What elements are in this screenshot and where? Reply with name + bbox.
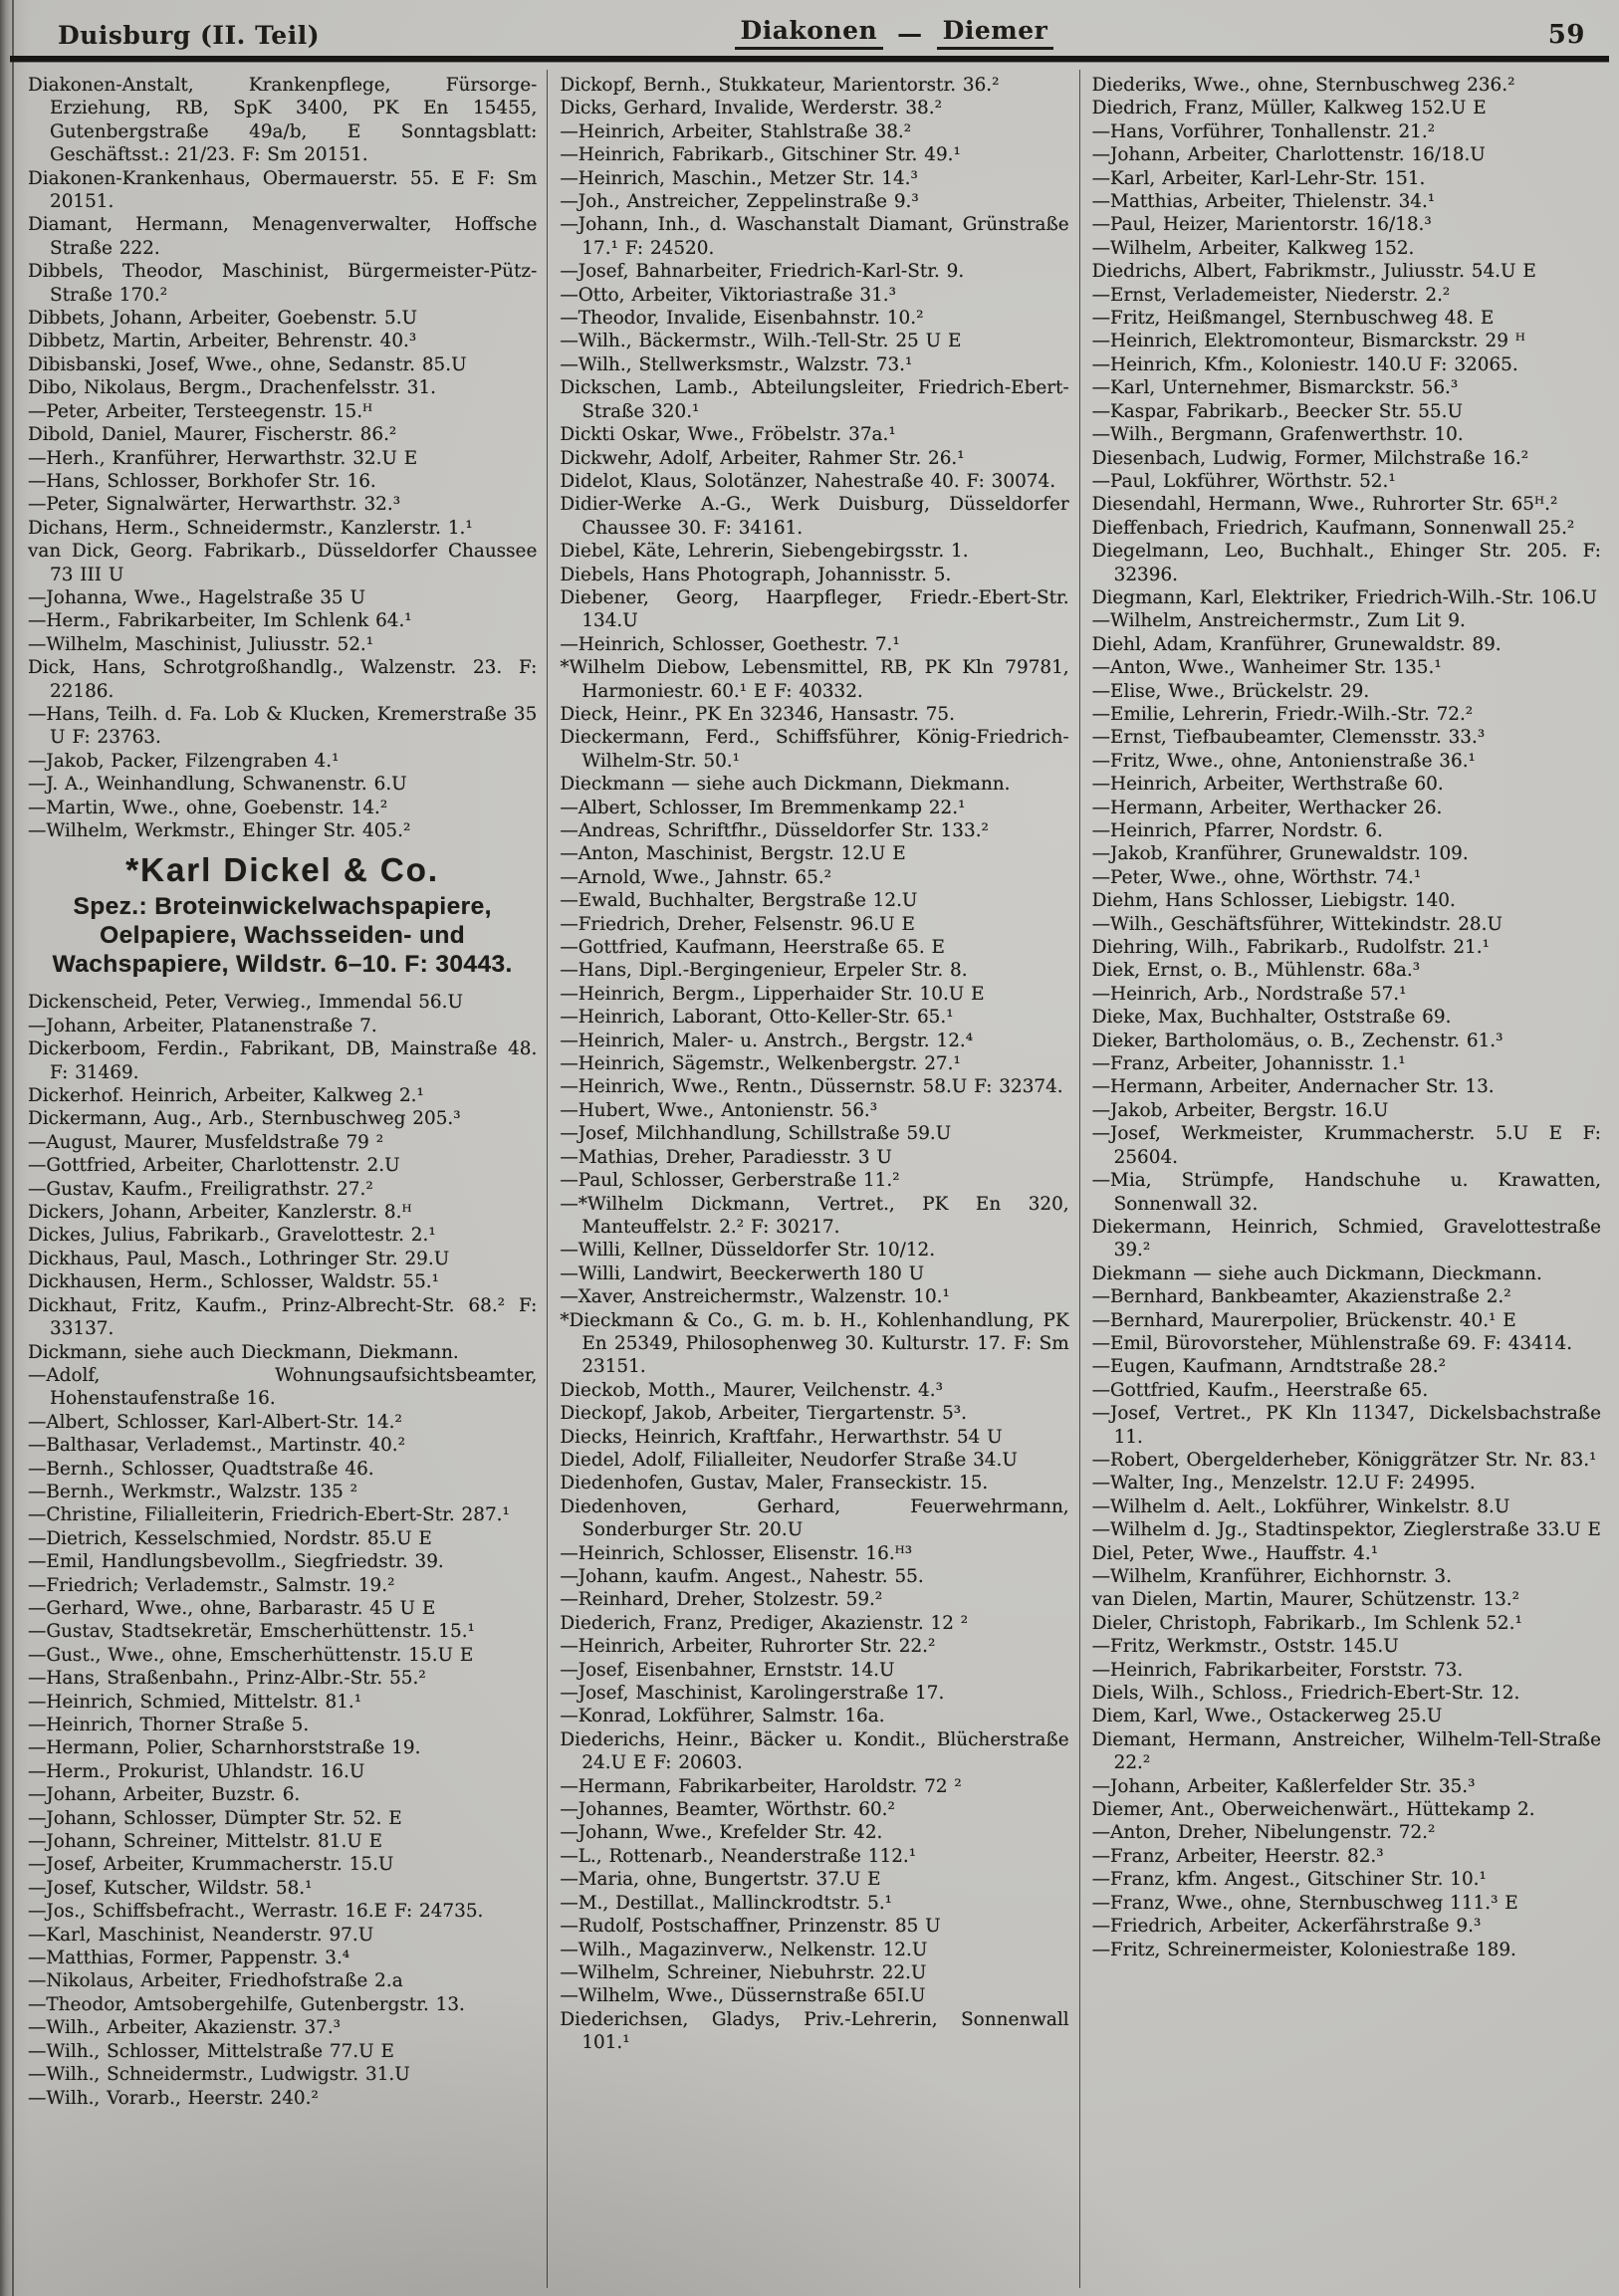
ad-title: *Karl Dickel & Co. xyxy=(125,851,440,889)
directory-entry: Dickes, Julius, Fabrikarb., Gravelottestr. 2.¹ xyxy=(28,1225,436,1247)
guide-word-last: Diemer xyxy=(937,16,1054,50)
directory-entry: Diederich, Franz, Prediger, Akazienstr. 12 ² xyxy=(560,1612,969,1634)
directory-entry: —Wilh., Vorarb., Heerstr. 240.² xyxy=(28,2087,319,2109)
directory-entry: Dickhaus, Paul, Masch., Lothringer Str. 29.U xyxy=(28,1248,450,1269)
directory-entry: —Johann, Arbeiter, Buzstr. 6. xyxy=(28,1784,301,1806)
directory-entry: Diedenhoven, Gerhard, Feuerwehrmann, Sonderburger Str. 20.U xyxy=(560,1495,1069,1541)
directory-entry: —Peter, Wwe., ohne, Wörthstr. 74.¹ xyxy=(1091,866,1422,888)
directory-entry: —Josef, Maschinist, Karolingerstraße 17. xyxy=(560,1683,945,1705)
directory-entry: —Mia, Strümpfe, Handschuhe u. Krawatten, Sonnenwall 32. xyxy=(1091,1170,1601,1215)
directory-entry: —Gustav, Kaufm., Freiligrathstr. 27.² xyxy=(28,1178,373,1200)
directory-entry: Dickhausen, Herm., Schlosser, Waldstr. 55.¹ xyxy=(28,1271,440,1293)
directory-entry: Dieler, Christoph, Fabrikarb., Im Schlenk 52.¹ xyxy=(1091,1612,1522,1634)
directory-entry: Diem, Karl, Wwe., Ostackerweg 25.U xyxy=(1091,1706,1443,1727)
directory-entry: —Matthias, Former, Pappenstr. 3.⁴ xyxy=(28,1948,350,1969)
directory-entry: —Josef, Milchhandlung, Schillstraße 59.U xyxy=(560,1123,952,1145)
directory-entry: —Balthasar, Verlademst., Martinstr. 40.² xyxy=(28,1435,405,1457)
directory-entry: —Paul, Schlosser, Gerberstraße 11.² xyxy=(560,1170,900,1192)
directory-entry: —Christine, Filialleiterin, Friedrich-Ebert-Str. 287.¹ xyxy=(28,1504,510,1526)
directory-entry: Diedel, Adolf, Filialleiter, Neudorfer Straße 34.U xyxy=(560,1449,1018,1471)
directory-entry: Dibisbanski, Josef, Wwe., ohne, Sedanstr. 85.U xyxy=(28,353,467,375)
directory-entry: —Anton, Dreher, Nibelungenstr. 72.² xyxy=(1091,1822,1436,1844)
directory-entry: —Albert, Schlosser, Im Bremmenkamp 22.¹ xyxy=(560,797,966,818)
directory-entry: —Wilhelm, Kranführer, Eichhornstr. 3. xyxy=(1091,1566,1452,1587)
directory-entry: —Gottfried, Arbeiter, Charlottenstr. 2.U xyxy=(28,1155,400,1177)
directory-entry: —Willi, Landwirt, Beeckerwerth 180 U xyxy=(560,1263,925,1284)
directory-entry: —Heinrich, Kfm., Koloniestr. 140.U F: 32065. xyxy=(1091,353,1518,375)
directory-entry: —Wilh., Schneidermstr., Ludwigstr. 31.U xyxy=(28,2064,410,2086)
directory-entry: —Bernhard, Bankbeamter, Akazienstraße 2.² xyxy=(1091,1286,1511,1308)
directory-entry: Dicks, Gerhard, Invalide, Werderstr. 38.² xyxy=(560,98,942,119)
directory-entry: —Josef, Kutscher, Wildstr. 58.¹ xyxy=(28,1877,313,1899)
directory-entry: —Heinrich, Pfarrer, Nordstr. 6. xyxy=(1091,820,1383,841)
directory-entry: Didelot, Klaus, Solotänzer, Nahestraße 40. F: 30074. xyxy=(560,470,1056,492)
directory-entry: —Maria, ohne, Bungertstr. 37.U E xyxy=(560,1869,881,1891)
directory-entry: —Ewald, Buchhalter, Bergstraße 12.U xyxy=(560,890,918,912)
directory-entry: —Jakob, Packer, Filzengraben 4.¹ xyxy=(28,750,340,772)
directory-entry: Dieck, Heinr., PK En 32346, Hansastr. 75. xyxy=(560,703,955,725)
ad-line: Spez.: Broteinwickelwachspapiere, xyxy=(73,893,492,921)
directory-entry: —Heinrich, Fabrikarbeiter, Forststr. 73. xyxy=(1091,1659,1464,1681)
directory-entry: Dibbels, Theodor, Maschinist, Bürgermeister-Pütz-Straße 170.² xyxy=(28,261,538,306)
directory-entry: —Robert, Obergelderheber, Königgrätzer Str. Nr. 83.¹ xyxy=(1091,1449,1597,1471)
directory-entry: —Wilhelm, Maschinist, Juliusstr. 52.¹ xyxy=(28,633,374,655)
directory-entry: —Herm., Fabrikarbeiter, Im Schlenk 64.¹ xyxy=(28,610,412,632)
directory-entry: —Fritz, Werkmstr., Oststr. 145.U xyxy=(1091,1636,1399,1658)
directory-entry: —Peter, Signalwärter, Herwarthstr. 32.³ xyxy=(28,494,401,516)
directory-entry: Diedrichs, Albert, Fabrikmstr., Juliusstr. 54.U E xyxy=(1091,261,1536,283)
directory-entry: Diedenhofen, Gustav, Maler, Franseckistr. 15. xyxy=(560,1473,989,1494)
directory-entry: —L., Rottenarb., Neanderstraße 112.¹ xyxy=(560,1845,917,1867)
directory-entry: —Wilhelm d. Jg., Stadtinspektor, Zieglerstraße 33.U E xyxy=(1091,1519,1601,1541)
directory-entry: Diebels, Hans Photograph, Johannisstr. 5. xyxy=(560,564,952,585)
directory-entry: —Eugen, Kaufmann, Arndtstraße 28.² xyxy=(1091,1356,1446,1378)
directory-entry: Diekermann, Heinrich, Schmied, Gravelottestraße 39.² xyxy=(1091,1216,1601,1262)
directory-entry: —Josef, Werkmeister, Krummacherstr. 5.U E F: 25604. xyxy=(1091,1123,1601,1168)
directory-entry: Dibo, Nikolaus, Bergm., Drachenfelsstr. 31. xyxy=(28,377,437,399)
ad-line: Wachspapiere, Wildstr. 6–10. F: 30443. xyxy=(52,951,513,979)
directory-entry: —Fritz, Schreinermeister, Koloniestraße 189. xyxy=(1091,1939,1516,1960)
directory-entry: *Dieckmann & Co., G. m. b. H., Kohlenhandlung, PK En 25349, Philosophenweg 30. Kulturstr. 17. F: Sm 23151. xyxy=(560,1309,1069,1378)
directory-entry: —Rudolf, Postschaffner, Prinzenstr. 85 U xyxy=(560,1916,941,1938)
directory-entry: —Heinrich, Bergm., Lipperhaider Str. 10.U E xyxy=(560,983,985,1005)
directory-entry: —Wilh., Schlosser, Mittelstraße 77.U E xyxy=(28,2040,394,2062)
directory-entry: —Herm., Prokurist, Uhlandstr. 16.U xyxy=(28,1760,365,1782)
ad-line: Oelpapiere, Wachsseiden- und xyxy=(100,922,466,950)
directory-entry: —Hermann, Arbeiter, Andernacher Str. 13. xyxy=(1091,1076,1495,1098)
directory-entry: —Paul, Heizer, Marientorstr. 16/18.³ xyxy=(1091,214,1432,236)
directory-entry: —Johann, Inh., d. Waschanstalt Diamant, Grünstraße 17.¹ F: 24520. xyxy=(560,214,1069,259)
directory-entry: —Emil, Handlungsbevollm., Siegfriedstr. 39. xyxy=(28,1551,444,1573)
directory-entry: —Hubert, Wwe., Antonienstr. 56.³ xyxy=(560,1099,878,1121)
directory-entry: Didier-Werke A.-G., Werk Duisburg, Düsseldorfer Chaussee 30. F: 34161. xyxy=(560,494,1069,539)
directory-entry: —Ernst, Tiefbaubeamter, Clemensstr. 33.³ xyxy=(1091,727,1486,749)
directory-entry: Dickers, Johann, Arbeiter, Kanzlerstr. 8.ᴴ xyxy=(28,1202,412,1224)
directory-entry: Dibold, Daniel, Maurer, Fischerstr. 86.² xyxy=(28,424,397,446)
guide-word-dash: — xyxy=(897,19,923,48)
directory-entry: —Hans, Vorführer, Tonhallenstr. 21.² xyxy=(1091,120,1436,142)
directory-entry: —Johann, Schreiner, Mittelstr. 81.U E xyxy=(28,1831,383,1853)
directory-column-2 xyxy=(547,70,1078,2288)
directory-entry: Diels, Wilh., Schloss., Friedrich-Ebert-Str. 12. xyxy=(1091,1683,1520,1705)
directory-entry: —Heinrich, Sägemstr., Welkenbergstr. 27.¹ xyxy=(560,1053,961,1075)
directory-entry: Diederichs, Heinr., Bäcker u. Kondit., Blücherstraße 24.U E F: 20603. xyxy=(560,1728,1069,1774)
directory-entry: Dick, Hans, Schrotgroßhandlg., Walzenstr. 23. F: 22186. xyxy=(28,657,538,702)
directory-entry: —Josef, Eisenbahner, Ernststr. 14.U xyxy=(560,1659,895,1681)
directory-entry: Dieckob, Motth., Maurer, Veilchenstr. 4.³ xyxy=(560,1379,943,1401)
directory-entry: Diederiks, Wwe., ohne, Sternbuschweg 236.² xyxy=(1091,75,1515,96)
directory-entry: —August, Maurer, Musfeldstraße 79 ² xyxy=(28,1131,384,1153)
directory-entry: —Herh., Kranführer, Herwarthstr. 32.U E xyxy=(28,447,418,469)
directory-entry: —Wilhelm d. Aelt., Lokführer, Winkelstr. 8.U xyxy=(1091,1495,1510,1517)
directory-entry: —Friedrich, Dreher, Felsenstr. 96.U E xyxy=(560,913,915,935)
directory-entry: —Gerhard, Wwe., ohne, Barbarastr. 45 U E xyxy=(28,1597,436,1619)
directory-entry: —Anton, Maschinist, Bergstr. 12.U E xyxy=(560,843,906,865)
directory-entry: Dieker, Bartholomäus, o. B., Zechenstr. 61.³ xyxy=(1091,1030,1503,1051)
directory-entry: —Wilh., Bergmann, Grafenwerthstr. 10. xyxy=(1091,424,1464,446)
directory-entry: —Peter, Arbeiter, Tersteegenstr. 15.ᴴ xyxy=(28,400,373,422)
directory-entry: Dickermann, Aug., Arb., Sternbuschweg 205.³ xyxy=(28,1108,461,1130)
directory-entry: —Karl, Arbeiter, Karl-Lehr-Str. 151. xyxy=(1091,167,1426,189)
directory-entry: —Anton, Wwe., Wanheimer Str. 135.¹ xyxy=(1091,657,1442,679)
directory-entry: *Wilhelm Diebow, Lebensmittel, RB, PK Kln 79781, Harmoniestr. 60.¹ E F: 40332. xyxy=(560,657,1069,702)
directory-column-1 xyxy=(16,70,547,2288)
directory-entry: —Heinrich, Schmied, Mittelstr. 81.¹ xyxy=(28,1691,362,1713)
directory-entry: —Gust., Wwe., ohne, Emscherhüttenstr. 15.U E xyxy=(28,1644,474,1666)
directory-entry: Diamant, Hermann, Menagenverwalter, Hoffsche Straße 222. xyxy=(28,214,538,259)
directory-entry: —Hans, Straßenbahn., Prinz-Albr.-Str. 55.² xyxy=(28,1668,426,1690)
directory-entry: Diemer, Ant., Oberweichenwärt., Hüttekamp 2. xyxy=(1091,1799,1535,1821)
directory-entry: —Konrad, Lokführer, Salmstr. 16a. xyxy=(560,1706,885,1727)
directory-entry: —Mathias, Dreher, Paradiesstr. 3 U xyxy=(560,1146,892,1168)
directory-entry: —Theodor, Invalide, Eisenbahnstr. 10.² xyxy=(560,308,924,330)
page-header xyxy=(30,16,1595,50)
directory-entry: —Jakob, Kranführer, Grunewaldstr. 109. xyxy=(1091,843,1469,865)
directory-entry: van Dick, Georg. Fabrikarb., Düsseldorfer Chaussee 73 III U xyxy=(28,541,538,585)
directory-entry: —Bernh., Werkmstr., Walzstr. 135 ² xyxy=(28,1481,358,1502)
directory-entry: Dickenscheid, Peter, Verwieg., Immendal 56.U xyxy=(28,992,463,1014)
directory-entry: —Johann, Arbeiter, Kaßlerfelder Str. 35.³ xyxy=(1091,1775,1476,1797)
directory-entry: —Hans, Teilh. d. Fa. Lob & Klucken, Kremerstraße 35 U F: 23763. xyxy=(28,703,538,749)
directory-entry: —Fritz, Wwe., ohne, Antonienstraße 36.¹ xyxy=(1091,750,1476,772)
directory-entry: —Heinrich, Schlosser, Goethestr. 7.¹ xyxy=(560,633,900,655)
directory-entry: —Johann, Wwe., Krefelder Str. 42. xyxy=(560,1822,883,1844)
directory-entry: —Wilhelm, Werkmstr., Ehinger Str. 405.² xyxy=(28,820,411,841)
directory-entry: Dieckopf, Jakob, Arbeiter, Tiergartenstr. 5³. xyxy=(560,1403,968,1425)
directory-entry: —Heinrich, Laborant, Otto-Keller-Str. 65.¹ xyxy=(560,1007,954,1029)
directory-entry: Diedrich, Franz, Müller, Kalkweg 152.U E xyxy=(1091,98,1487,119)
directory-entry: —Emil, Bürovorsteher, Mühlenstraße 69. F: 43414. xyxy=(1091,1332,1573,1354)
directory-entry: —Otto, Arbeiter, Viktoriastraße 31.³ xyxy=(560,284,896,306)
directory-entry: —Hermann, Polier, Scharnhorststraße 19. xyxy=(28,1737,421,1759)
directory-entry: Diesendahl, Hermann, Wwe., Ruhrorter Str. 65ᴴ.² xyxy=(1091,494,1558,516)
directory-entry: —Hermann, Fabrikarbeiter, Haroldstr. 72 ² xyxy=(560,1775,962,1797)
directory-entry: Diel, Peter, Wwe., Hauffstr. 4.¹ xyxy=(1091,1542,1379,1564)
directory-entry: —Josef, Bahnarbeiter, Friedrich-Karl-Str. 9. xyxy=(560,261,965,283)
directory-entry: —Heinrich, Schlosser, Elisenstr. 16.ᴴ³ xyxy=(560,1542,913,1564)
directory-entry: Diakonen-Krankenhaus, Obermauerstr. 55. E F: Sm 20151. xyxy=(28,167,538,213)
directory-entry: —Willi, Kellner, Düsseldorfer Str. 10/12. xyxy=(560,1240,936,1262)
directory-entry: —Johann, Schlosser, Dümpter Str. 52. E xyxy=(28,1807,402,1829)
directory-entry: —Dietrich, Kesselschmied, Nordstr. 85.U E xyxy=(28,1527,432,1549)
directory-entry: —Johannes, Beamter, Wörthstr. 60.² xyxy=(560,1799,895,1821)
directory-entry: Dieke, Max, Buchhalter, Oststraße 69. xyxy=(1091,1007,1452,1029)
directory-entry: Diek, Ernst, o. B., Mühlenstr. 68a.³ xyxy=(1091,960,1421,982)
directory-columns xyxy=(16,70,1611,2288)
directory-entry: —Joh., Anstreicher, Zeppelinstraße 9.³ xyxy=(560,191,919,213)
directory-entry: —Hans, Schlosser, Borkhofer Str. 16. xyxy=(28,470,376,492)
directory-entry: Diecks, Heinrich, Kraftfahr., Herwarthstr. 54 U xyxy=(560,1426,1003,1448)
directory-entry: —Jos., Schiffsbefracht., Werrastr. 16.E F: 24735. xyxy=(28,1901,484,1923)
directory-entry: —Theodor, Amtsobergehilfe, Gutenbergstr. 13. xyxy=(28,1993,465,2015)
directory-entry: —Gustav, Stadtsekretär, Emscherhüttenstr. 15.¹ xyxy=(28,1621,475,1643)
directory-entry: Dickerboom, Ferdin., Fabrikant, DB, Mainstraße 48. F: 31469. xyxy=(28,1038,538,1083)
directory-entry: —Johann, Arbeiter, Charlottenstr. 16/18.U xyxy=(1091,144,1486,166)
directory-entry: —Heinrich, Maler- u. Anstrch., Bergstr. 12.⁴ xyxy=(560,1030,974,1051)
directory-entry: —Wilhelm, Arbeiter, Kalkweg 152. xyxy=(1091,237,1415,259)
directory-entry: —Friedrich, Arbeiter, Ackerfährstraße 9.³ xyxy=(1091,1916,1482,1938)
directory-entry: Dichans, Herm., Schneidermstr., Kanzlerstr. 1.¹ xyxy=(28,517,473,539)
directory-column-3 xyxy=(1079,70,1611,2288)
directory-entry: Diesenbach, Ludwig, Former, Milchstraße 16.² xyxy=(1091,447,1529,469)
directory-entry: —Bernhard, Maurerpolier, Brückenstr. 40.¹ E xyxy=(1091,1309,1516,1331)
directory-entry: —Johann, Arbeiter, Platanenstraße 7. xyxy=(28,1015,377,1036)
directory-entry: —Karl, Maschinist, Neanderstr. 97.U xyxy=(28,1924,374,1946)
directory-entry: —Arnold, Wwe., Jahnstr. 65.² xyxy=(560,866,832,888)
page-number: 59 xyxy=(1547,20,1585,50)
directory-entry: Dieckmann — siehe auch Dickmann, Diekmann. xyxy=(560,774,1011,796)
directory-entry: —Reinhard, Dreher, Stolzestr. 59.² xyxy=(560,1589,883,1611)
directory-entry: —Wilh., Arbeiter, Akazienstr. 37.³ xyxy=(28,2017,342,2039)
directory-entry: —Nikolaus, Arbeiter, Friedhofstraße 2.a xyxy=(28,1970,403,1992)
directory-entry: —Andreas, Schriftfhr., Düsseldorfer Str. 133.² xyxy=(560,820,989,841)
directory-entry: Diemant, Hermann, Anstreicher, Wilhelm-Tell-Straße 22.² xyxy=(1091,1728,1601,1774)
directory-entry: —J. A., Weinhandlung, Schwanenstr. 6.U xyxy=(28,774,407,796)
directory-entry: —Heinrich, Maschin., Metzer Str. 14.³ xyxy=(560,167,918,189)
directory-entry: Dickti Oskar, Wwe., Fröbelstr. 37a.¹ xyxy=(560,424,896,446)
directory-entry: —Paul, Lokführer, Wörthstr. 52.¹ xyxy=(1091,470,1396,492)
directory-entry: —Bernh., Schlosser, Quadtstraße 46. xyxy=(28,1458,374,1480)
directory-entry: Diegmann, Karl, Elektriker, Friedrich-Wilh.-Str. 106.U xyxy=(1091,586,1597,608)
scan-gutter-line xyxy=(12,0,14,2296)
directory-entry: —Franz, Wwe., ohne, Sternbuschweg 111.³ E xyxy=(1091,1892,1518,1914)
directory-entry: —Wilh., Magazinverw., Nelkenstr. 12.U xyxy=(560,1939,928,1960)
directory-entry: —Wilhelm, Wwe., Düssernstraße 65I.U xyxy=(560,1985,926,2007)
directory-entry: —Xaver, Anstreichermstr., Walzenstr. 10.¹ xyxy=(560,1286,950,1308)
directory-entry: —Josef, Arbeiter, Krummacherstr. 15.U xyxy=(28,1854,394,1876)
directory-entry: —Wilh., Bäckermstr., Wilh.-Tell-Str. 25 U E xyxy=(560,331,962,352)
directory-entry: —Johanna, Wwe., Hagelstraße 35 U xyxy=(28,586,365,608)
directory-entry: Diekmann — siehe auch Dickmann, Dieckmann. xyxy=(1091,1263,1542,1284)
directory-entry: —Josef, Vertret., PK Kln 11347, Dickelsbachstraße 11. xyxy=(1091,1403,1601,1448)
directory-entry: —Wilhelm, Schreiner, Niebuhrstr. 22.U xyxy=(560,1961,927,1983)
directory-entry: —Heinrich, Fabrikarb., Gitschiner Str. 49.¹ xyxy=(560,144,961,166)
directory-entry: —Jakob, Arbeiter, Bergstr. 16.U xyxy=(1091,1099,1389,1121)
directory-entry: —Adolf, Wohnungsaufsichtsbeamter, Hohenstaufenstraße 16. xyxy=(28,1364,538,1410)
directory-entry: —Heinrich, Arbeiter, Werthstraße 60. xyxy=(1091,774,1444,796)
directory-entry: Dickerhof. Heinrich, Arbeiter, Kalkweg 2.¹ xyxy=(28,1085,424,1107)
directory-entry: Dickmann, siehe auch Dieckmann, Diekmann. xyxy=(28,1341,459,1363)
directory-entry: —M., Destillat., Mallinckrodtstr. 5.¹ xyxy=(560,1892,893,1914)
directory-entry: —Albert, Schlosser, Karl-Albert-Str. 14.² xyxy=(28,1411,402,1433)
directory-entry: Dieckermann, Ferd., Schiffsführer, König-Friedrich-Wilhelm-Str. 50.¹ xyxy=(560,727,1069,772)
directory-entry: Dibbets, Johann, Arbeiter, Goebenstr. 5.U xyxy=(28,308,418,330)
running-title-center xyxy=(735,16,1054,50)
directory-entry: —Gottfried, Kaufmann, Heerstraße 65. E xyxy=(560,937,945,959)
directory-entry: —Karl, Unternehmer, Bismarckstr. 56.³ xyxy=(1091,377,1459,399)
directory-entry: —Walter, Ing., Menzelstr. 12.U F: 24995. xyxy=(1091,1473,1476,1494)
directory-entry: Dibbetz, Martin, Arbeiter, Behrenstr. 40.³ xyxy=(28,331,417,352)
directory-entry: Dickopf, Bernh., Stukkateur, Marientorstr. 36.² xyxy=(560,75,1000,96)
directory-entry: —Heinrich, Wwe., Rentn., Düssernstr. 58.U F: 32374. xyxy=(560,1076,1063,1098)
directory-entry: —Heinrich, Thorner Straße 5. xyxy=(28,1715,310,1735)
directory-entry: —Heinrich, Arbeiter, Ruhrorter Str. 22.² xyxy=(560,1636,936,1658)
directory-entry: Diegelmann, Leo, Buchhalt., Ehinger Str. 205. F: 32396. xyxy=(1091,541,1601,585)
directory-entry: —Heinrich, Arbeiter, Stahlstraße 38.² xyxy=(560,120,912,142)
directory-entry: Diebel, Käte, Lehrerin, Siebengebirgsstr. 1. xyxy=(560,541,969,563)
directory-entry: —Kaspar, Fabrikarb., Beecker Str. 55.U xyxy=(1091,400,1463,422)
header-rule xyxy=(10,56,1609,62)
directory-entry: Dieffenbach, Friedrich, Kaufmann, Sonnenwall 25.² xyxy=(1091,517,1575,539)
directory-entry: —Gottfried, Kaufm., Heerstraße 65. xyxy=(1091,1379,1429,1401)
directory-entry: Diehl, Adam, Kranführer, Grunewaldstr. 89. xyxy=(1091,633,1502,655)
directory-entry: Diebener, Georg, Haarpfleger, Friedr.-Ebert-Str. 134.U xyxy=(560,586,1069,632)
advertisement-block xyxy=(28,852,537,979)
directory-entry: —Heinrich, Elektromonteur, Bismarckstr. 29 ᴴ xyxy=(1091,331,1525,352)
guide-word-first: Diakonen xyxy=(735,16,884,50)
directory-entry: —Matthias, Arbeiter, Thielenstr. 34.¹ xyxy=(1091,191,1436,213)
directory-entry: Diederichsen, Gladys, Priv.-Lehrerin, Sonnenwall 101.¹ xyxy=(560,2008,1069,2054)
directory-entry: —Hermann, Arbeiter, Werthacker 26. xyxy=(1091,797,1443,818)
directory-entry: —Wilhelm, Anstreichermstr., Zum Lit 9. xyxy=(1091,610,1466,632)
running-title-left: Duisburg (II. Teil) xyxy=(58,21,321,50)
directory-entry: —Emilie, Lehrerin, Friedr.-Wilh.-Str. 72.² xyxy=(1091,703,1474,725)
directory-entry: —Ernst, Verlademeister, Niederstr. 2.² xyxy=(1091,284,1451,306)
directory-entry: —Franz, kfm. Angest., Gitschiner Str. 10.¹ xyxy=(1091,1869,1487,1891)
directory-entry: Diakonen-Anstalt, Krankenpflege, Fürsorge-Erziehung, RB, SpK 3400, PK En 15455, Gutenbergstraße 49a/b, E Sonntagsblatt: Geschäftsst.: 21/23. F: Sm 20151. xyxy=(28,75,538,166)
directory-entry: Diehring, Wilh., Fabrikarb., Rudolfstr. 21.¹ xyxy=(1091,937,1490,959)
directory-entry: —Friedrich; Verlademstr., Salmstr. 19.² xyxy=(28,1574,395,1596)
directory-entry: —Johann, kaufm. Angest., Nahestr. 55. xyxy=(560,1566,924,1587)
directory-entry: —Wilh., Geschäftsführer, Wittekindstr. 28.U xyxy=(1091,913,1503,935)
directory-entry: van Dielen, Martin, Maurer, Schützenstr. 13.² xyxy=(1091,1589,1519,1611)
directory-entry: —Martin, Wwe., ohne, Goebenstr. 14.² xyxy=(28,797,388,818)
directory-entry: —Hans, Dipl.-Bergingenieur, Erpeler Str. 8. xyxy=(560,960,968,982)
directory-entry: Dickwehr, Adolf, Arbeiter, Rahmer Str. 26.¹ xyxy=(560,447,965,469)
directory-entry: —Fritz, Heißmangel, Sternbuschweg 48. E xyxy=(1091,308,1495,330)
directory-entry: —Wilh., Stellwerksmstr., Walzstr. 73.¹ xyxy=(560,353,913,375)
directory-entry: —Elise, Wwe., Brückelstr. 29. xyxy=(1091,680,1370,702)
directory-entry: —Heinrich, Arb., Nordstraße 57.¹ xyxy=(1091,983,1407,1005)
directory-entry: Dickschen, Lamb., Abteilungsleiter, Friedrich-Ebert-Straße 320.¹ xyxy=(560,377,1069,422)
directory-entry: —*Wilhelm Dickmann, Vertret., PK En 320, Manteuffelstr. 2.² F: 30217. xyxy=(560,1193,1069,1238)
directory-entry: —Franz, Arbeiter, Heerstr. 82.³ xyxy=(1091,1845,1384,1867)
directory-entry: Diehm, Hans Schlosser, Liebigstr. 140. xyxy=(1091,890,1456,912)
directory-entry: Dickhaut, Fritz, Kaufm., Prinz-Albrecht-Str. 68.² F: 33137. xyxy=(28,1294,538,1340)
directory-entry: —Franz, Arbeiter, Johannisstr. 1.¹ xyxy=(1091,1053,1406,1075)
